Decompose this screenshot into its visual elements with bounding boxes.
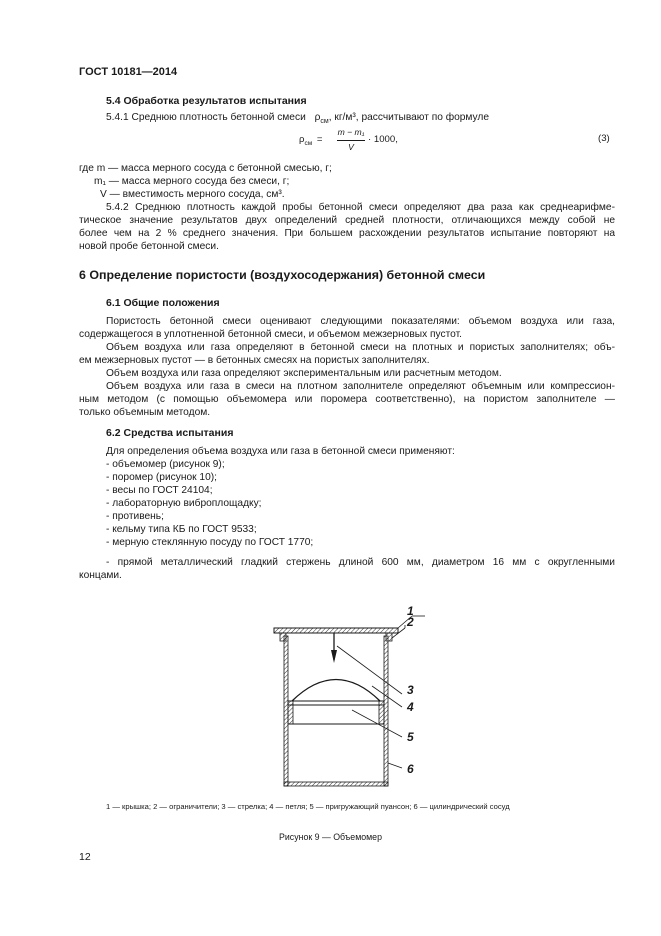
list-item: - противень; xyxy=(106,511,164,522)
figure-label-5: 5 xyxy=(407,730,414,744)
paragraph-6-1-1-line-2: содержащегося в уплотненной бетонной смеси, и объемом межзерновых пустот. xyxy=(79,329,462,340)
formula-number: (3) xyxy=(598,133,610,144)
list-item-rod-line-2: концами. xyxy=(79,570,122,581)
paragraph-5-4-2-line-1: 5.4.2 Среднюю плотность каждой пробы бетонной смеси определяют два раза как среднеарифме- xyxy=(106,202,615,213)
paragraph-6-1-2-line-2: ем межзерновых пустот — в бетонных смесях на пористых заполнителях. xyxy=(79,355,430,366)
section-6-title: 6 Определение пористости (воздухосодержания) бетонной смеси xyxy=(79,268,486,282)
page-number: 12 xyxy=(79,851,91,863)
where-v: V — вместимость мерного сосуда, см³. xyxy=(100,189,285,200)
paragraph-6-1-4-line-2: ным методом (с помощью объемомера или поромера соответственно), на пористом заполнителе — xyxy=(79,394,615,405)
figure-label-4: 4 xyxy=(407,700,414,714)
list-item: - кельму типа КБ по ГОСТ 9533; xyxy=(106,524,257,535)
list-item: - поромер (рисунок 10); xyxy=(106,472,217,483)
list-item: - объемомер (рисунок 9); xyxy=(106,459,225,470)
volumeter-drawing xyxy=(262,598,432,788)
section-6-2-intro: Для определения объема воздуха или газа в бетонной смеси применяют: xyxy=(106,446,455,457)
list-item: - мерную стеклянную посуду по ГОСТ 1770; xyxy=(106,537,314,548)
stops-drawing xyxy=(280,633,392,641)
list-item: - весы по ГОСТ 24104; xyxy=(106,485,213,496)
list-item-rod-line-1: - прямой металлический гладкий стержень длиной 600 мм, диаметром 16 мм с округленными xyxy=(106,557,615,568)
fraction-bar xyxy=(337,140,365,141)
paragraph-6-1-4-line-1: Объем воздуха или газа в смеси на плотном заполнителе определяют объемным или компрессион- xyxy=(106,381,615,392)
loop-drawing xyxy=(292,680,380,702)
where-m: где m — масса мерного сосуда с бетонной смесью, г; xyxy=(79,163,332,174)
paragraph-5-4-1 xyxy=(106,111,489,128)
list-item: - лабораторную виброплощадку; xyxy=(106,498,262,509)
where-m1: m₁ — масса мерного сосуда без смеси, г; xyxy=(94,176,290,187)
section-6-2-title: 6.2 Средства испытания xyxy=(106,427,234,439)
paragraph-5-4-2-line-3: более чем на 2 % среднего значения. При большем расхождении результатов испытание повторяют на xyxy=(79,228,615,239)
standard-header: ГОСТ 10181—2014 xyxy=(79,66,178,78)
figure-legend: 1 — крышка; 2 — ограничители; 3 — стрелка; 4 — петля; 5 — пригружающий пуансон; 6 — цилиндрический сосуд xyxy=(106,802,510,811)
figure-caption: Рисунок 9 — Объемомер xyxy=(279,832,382,842)
figure-label-6: 6 xyxy=(407,762,414,776)
punch-drawing xyxy=(288,701,384,724)
formula-equals: = xyxy=(316,134,323,145)
leader-lines xyxy=(337,616,425,768)
paragraph-6-1-4-line-3: только объемным методом. xyxy=(79,407,211,418)
formula-tail: · 1000, xyxy=(368,134,398,145)
figure-label-3: 3 xyxy=(407,683,414,697)
paragraph-5-4-2-line-4: новой пробе бетонной смеси. xyxy=(79,241,219,252)
formula-denominator: V xyxy=(348,142,354,152)
formula-numerator: m − m₁ xyxy=(337,127,365,137)
formula-lhs xyxy=(299,134,322,147)
formula-rho: ρ xyxy=(299,134,305,145)
pointer-drawing xyxy=(331,633,337,663)
paragraph-5-4-1-pre: 5.4.1 Среднюю плотность бетонной смеси xyxy=(106,112,306,123)
lid-drawing xyxy=(274,628,398,633)
paragraph-5-4-2-line-2: тическое значение результатов двух определений средней плотности, отличающихся между собой не xyxy=(79,215,615,226)
figure-label-1: 1 xyxy=(407,604,414,618)
formula-rho-sub: см xyxy=(304,139,313,147)
paragraph-6-1-1-line-1: Пористость бетонной смеси оценивают следующими показателями: объемом воздуха или газа, xyxy=(106,316,615,327)
paragraph-5-4-1-post: , кг/м³, рассчитывают по формуле xyxy=(328,112,490,123)
section-5-4-title: 5.4 Обработка результатов испытания xyxy=(106,95,307,107)
rho-symbol: ρ xyxy=(314,112,321,123)
paragraph-6-1-2-line-1: Объем воздуха или газа определяют в бетонной смеси на плотных и пористых заполнителях; объ- xyxy=(106,342,615,353)
paragraph-6-1-3: Объем воздуха или газа определяют экспериментальным или расчетным методом. xyxy=(106,368,502,379)
figure-label-2: 2 xyxy=(407,615,414,629)
section-6-1-title: 6.1 Общие положения xyxy=(106,297,220,309)
rho-subscript: см xyxy=(320,118,329,126)
cylinder-vessel-drawing xyxy=(284,636,388,786)
